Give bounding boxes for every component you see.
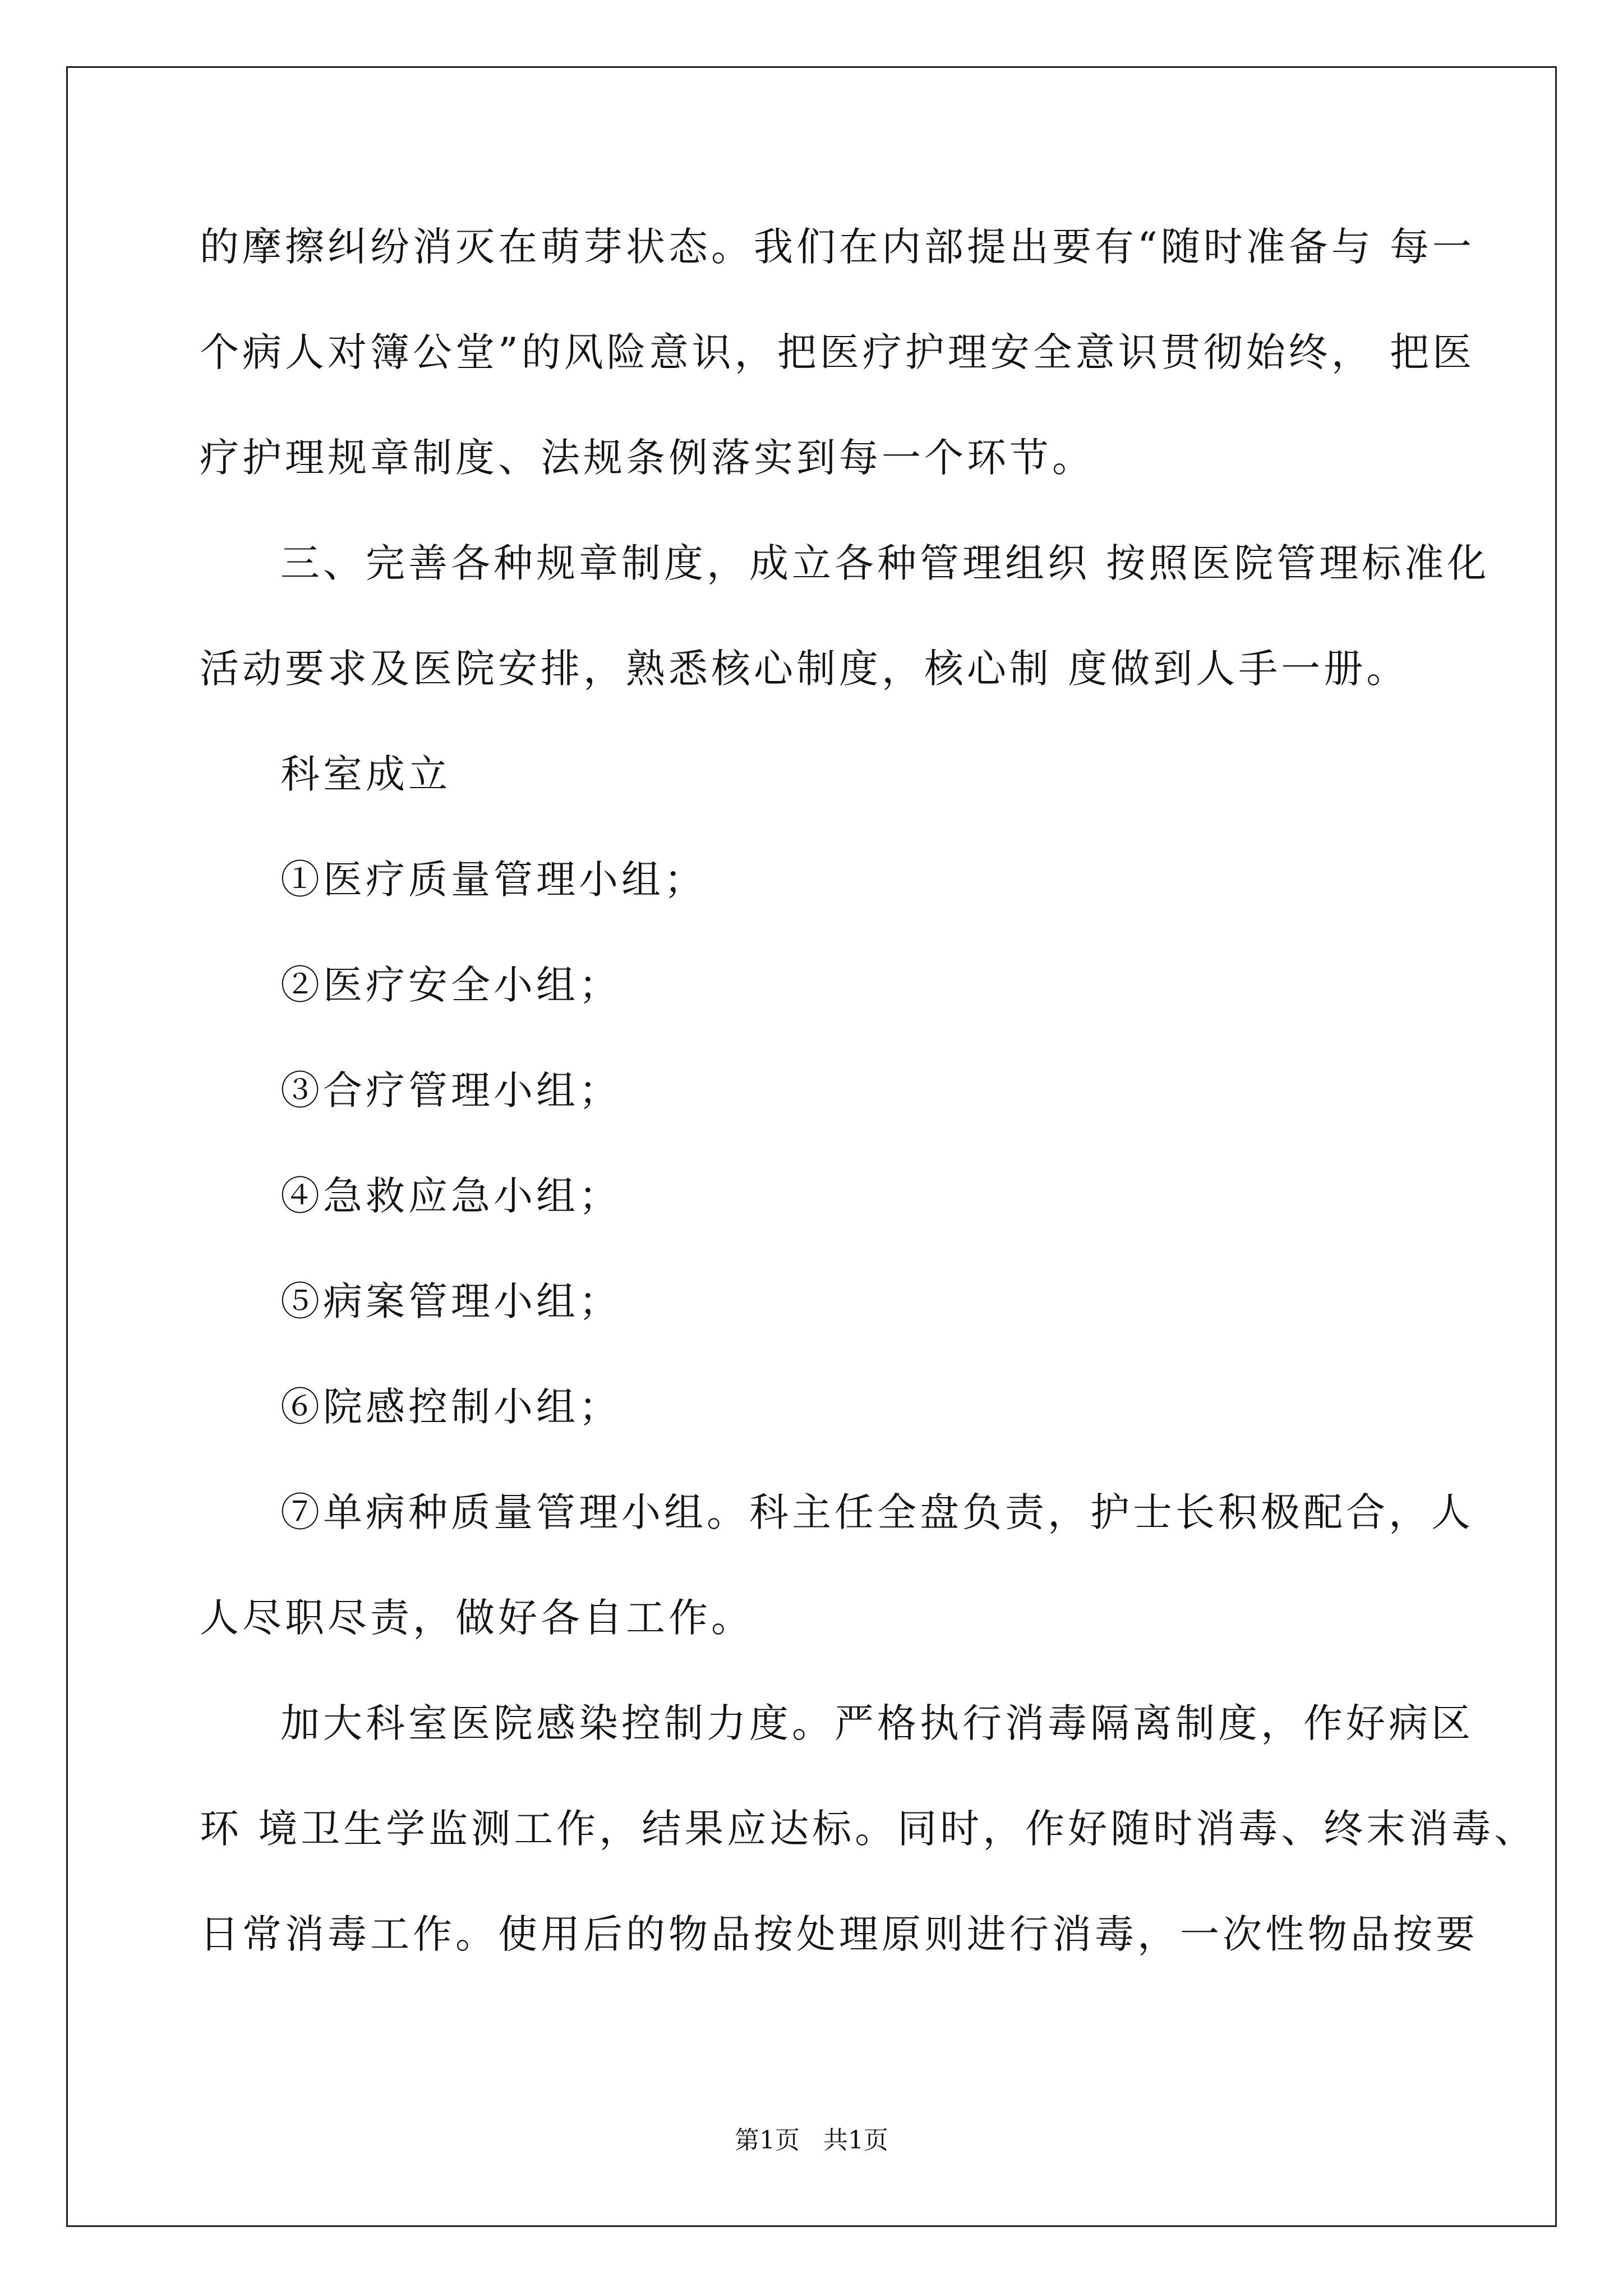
list-intro: 科室成立 [280, 751, 451, 797]
list-item-1: ①医疗质量管理小组； [280, 857, 707, 903]
list-item-4: ④急救应急小组； [280, 1173, 621, 1219]
body-line-2: 个病人对簿公堂”的风险意识，把医疗护理安全意识贯彻始终， 把医 [200, 329, 1476, 375]
page-frame [66, 66, 1557, 2227]
body-line-1: 的摩擦纠纷消灭在萌芽状态。我们在内部提出要有“随时准备与 每一 [200, 224, 1476, 270]
page-number-footer: 第1页 共1页 [735, 2126, 888, 2155]
list-item-6: ⑥院感控制小组； [280, 1384, 621, 1430]
body-line-3: 疗护理规章制度、法规条例落实到每一个环节。 [200, 435, 1095, 481]
body-line-14: 人尽职尽责，做好各自工作。 [200, 1595, 754, 1641]
list-item-3: ③合疗管理小组； [280, 1068, 621, 1114]
paragraph-infection-control: 加大科室医院感染控制力度。严格执行消毒隔离制度，作好病区 [280, 1700, 1474, 1746]
list-item-2: ②医疗安全小组； [280, 962, 621, 1008]
body-line-5: 活动要求及医院安排，熟悉核心制度，核心制 度做到人手一册。 [200, 646, 1409, 692]
list-item-5: ⑤病案管理小组； [280, 1278, 621, 1324]
section-heading-line: 三、完善各种规章制度，成立各种管理组织 按照医院管理标准化 [280, 540, 1490, 586]
body-line-17: 日常消毒工作。使用后的物品按处理原则进行消毒，一次性物品按要 [200, 1911, 1478, 1957]
body-line-16: 环 境卫生学监测工作，结果应达标。同时，作好随时消毒、终末消毒、 [200, 1806, 1537, 1852]
list-item-7: ⑦单病种质量管理小组。科主任全盘负责，护士长积极配合，人 [280, 1489, 1474, 1535]
